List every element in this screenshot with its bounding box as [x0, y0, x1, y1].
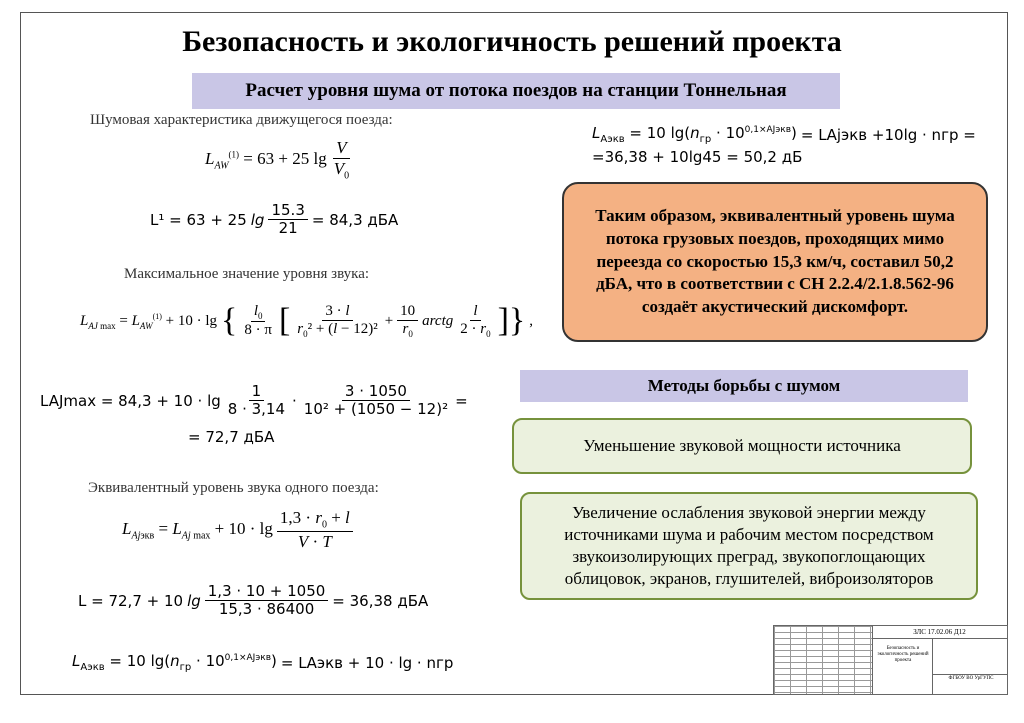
- formula-LAekv-result: =36,38 + 10lg45 = 50,2 дБ: [592, 148, 803, 166]
- section-subtitle: Расчет уровня шума от потока поездов на станции Тоннельная: [192, 73, 840, 109]
- formula-L1: L¹ = 63 + 25 lg $\frac{15.3}{21}$ = 84,3 дБА: [150, 201, 399, 238]
- formula-LAekv-right: $L_{Аэкв} = 10$ $\lg(n_{гр} \cdot 10^{0,1\times AJэкв})$ = LАjэкв +10lg · nгр =: [592, 124, 976, 145]
- stamp-divider: [932, 638, 933, 694]
- formula-LAjekv-general: $L_{Ajэкв} = L_{Aj max} + 10 \cdot \lg$ $\frac{1,3 \cdot r_0 + l}{V \cdot T}$: [122, 508, 353, 551]
- conclusion-box: Таким образом, эквивалентный уровень шума потока грузовых поездов, проходящих мимо переезда со скоростью 15,3 км/ч, составил 50,2 дБА, что в соответствии с СН 2.2.4/2.1.8.562-96 создаёт акустический дискомфорт.: [562, 182, 988, 342]
- label-max-level: Максимальное значение уровня звука:: [124, 266, 370, 282]
- formula-noise-characteristic: $L_{AW}^{(1)} = 63 + 25$ lg $\frac{V}{V_0}$: [205, 138, 350, 181]
- stamp-organization: ФГБОУ ВО УрГУПС: [948, 676, 994, 681]
- formula-LAJmax-calc: LAJmax = 84,3 + 10 · lg $\frac{1}{8 \cdot 3,14}$ · $\frac{3 \cdot 1050}{\text{10² + (1050 − 12)²}}$ =: [40, 382, 468, 419]
- page-title: Безопасность и экологичность решений проекта: [182, 25, 842, 58]
- formula-L-calc: L = 72,7 + 10 lg $\frac{1,3 \cdot 10 + 1050}{15,3 \cdot 86400}$ = 36,38 дБА: [78, 582, 429, 619]
- label-equiv-level: Эквивалентный уровень звука одного поезда:: [88, 480, 379, 496]
- formula-LAekv: $L_{Аэкв} = 10$ $\lg(n_{гр} \cdot 10^{0,1\times AJэкв})$ = LАэкв + 10 · lg · nгр: [72, 652, 454, 673]
- formula-LAJmax-general: $L_{AJ max} = L_{AW}^{(1)} + 10 \cdot \lg$ { $\frac{l_0}{8 \cdot \pi}$ [ $\frac{3 \cdot l}{r_0^2 + (l - 12)^2}$ + $\frac{10}{r_0}$ arctg $\frac{l}{2 \cdot r_0}$ ]} ,: [80, 302, 534, 340]
- stamp-divider: [932, 674, 1007, 675]
- stamp-code: ЗЛС 17.02.06 Д12: [872, 626, 1007, 639]
- methods-header: Методы борьбы с шумом: [520, 370, 968, 402]
- stamp-grid: [774, 626, 873, 694]
- method-item-source-power: Уменьшение звуковой мощности источника: [512, 418, 972, 474]
- method-item-attenuation: Увеличение ослабления звуковой энергии между источниками шума и рабочим местом посредством звукоизолирующих преград, звукопоглощающих облицовок, экранов, глушителей, виброизоляторов: [520, 492, 978, 600]
- title-block-stamp: [773, 625, 1008, 695]
- stamp-description: Безопасность и экологичность решений проекта: [877, 646, 929, 663]
- label-noise-characteristic: Шумовая характеристика движущегося поезда:: [90, 112, 393, 128]
- formula-LAJmax-result: = 72,7 дБА: [188, 428, 275, 446]
